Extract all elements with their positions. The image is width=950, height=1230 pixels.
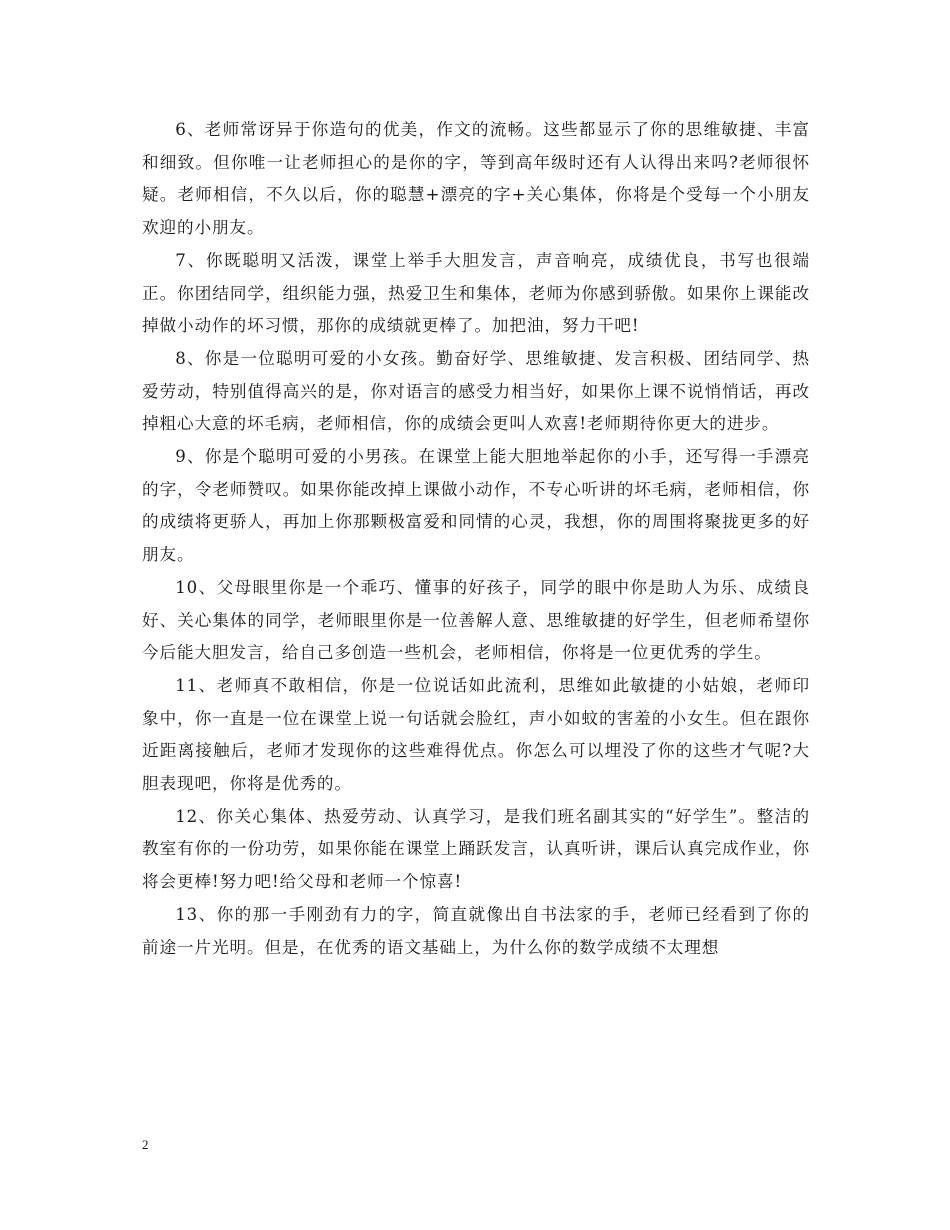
paragraph-6: 6、老师常讶异于你造句的优美，作文的流畅。这些都显示了你的思维敏捷、丰富和细致。但你唯一让老师担心的是你的字，等到高年级时还有人认得出来吗?老师很怀疑。老师相信，不久以后，你的聪慧+漂亮的字+关心集体，你将是个受每一个小朋友欢迎的小朋友。 xyxy=(142,120,810,238)
paragraph-12: 12、你关心集体、热爱劳动、认真学习，是我们班名副其实的“好学生”。整洁的教室有你的一份功劳，如果你能在课堂上踊跃发言，认真听讲，课后认真完成作业，你将会更棒!努力吧!给父母和老师一个惊喜! xyxy=(142,806,810,892)
paragraph-11: 11、老师真不敢相信，你是一位说话如此流利，思维如此敏捷的小姑娘，老师印象中，你一直是一位在课堂上说一句话就会脸红，声小如蚊的害羞的小女生。但在跟你近距离接触后，老师才发现你的这些难得优点。你怎么可以埋没了你的这些才气呢?大胆表现吧，你将是优秀的。 xyxy=(142,675,810,794)
paragraph-10: 10、父母眼里你是一个乖巧、懂事的好孩子，同学的眼中你是助人为乐、成绩良好、关心集体的同学，老师眼里你是一位善解人意、思维敏捷的好学生，但老师希望你今后能大胆发言，给自己多创造一些机会，老师相信，你将是一位更优秀的学生。 xyxy=(142,577,810,663)
paragraph-9: 9、你是个聪明可爱的小男孩。在课堂上能大胆地举起你的小手，还写得一手漂亮的字，令老师赞叹。如果你能改掉上课做小动作，不专心听讲的坏毛病，老师相信，你的成绩将更骄人，再加上你那颗极富爱和同情的心灵，我想，你的周围将聚拢更多的好朋友。 xyxy=(142,447,810,565)
page-number: 2 xyxy=(142,1137,149,1152)
paragraph-8: 8、你是一位聪明可爱的小女孩。勤奋好学、思维敏捷、发言积极、团结同学、热爱劳动，特别值得高兴的是，你对语言的感受力相当好，如果你上课不说悄悄话，再改掉粗心大意的坏毛病，老师相信，你的成绩会更叫人欢喜!老师期待你更大的进步。 xyxy=(142,348,810,434)
document-body xyxy=(142,114,810,964)
paragraph-7: 7、你既聪明又活泼，课堂上举手大胆发言，声音响亮，成绩优良，书写也很端正。你团结同学，组织能力强，热爱卫生和集体，老师为你感到骄傲。如果你上课能改掉做小动作的坏习惯，那你的成绩就更棒了。加把油，努力干吧! xyxy=(142,250,810,336)
paragraph-13: 13、你的那一手刚劲有力的字，简直就像出自书法家的手，老师已经看到了你的前途一片光明。但是，在优秀的语文基础上，为什么你的数学成绩不太理想 xyxy=(142,904,810,957)
